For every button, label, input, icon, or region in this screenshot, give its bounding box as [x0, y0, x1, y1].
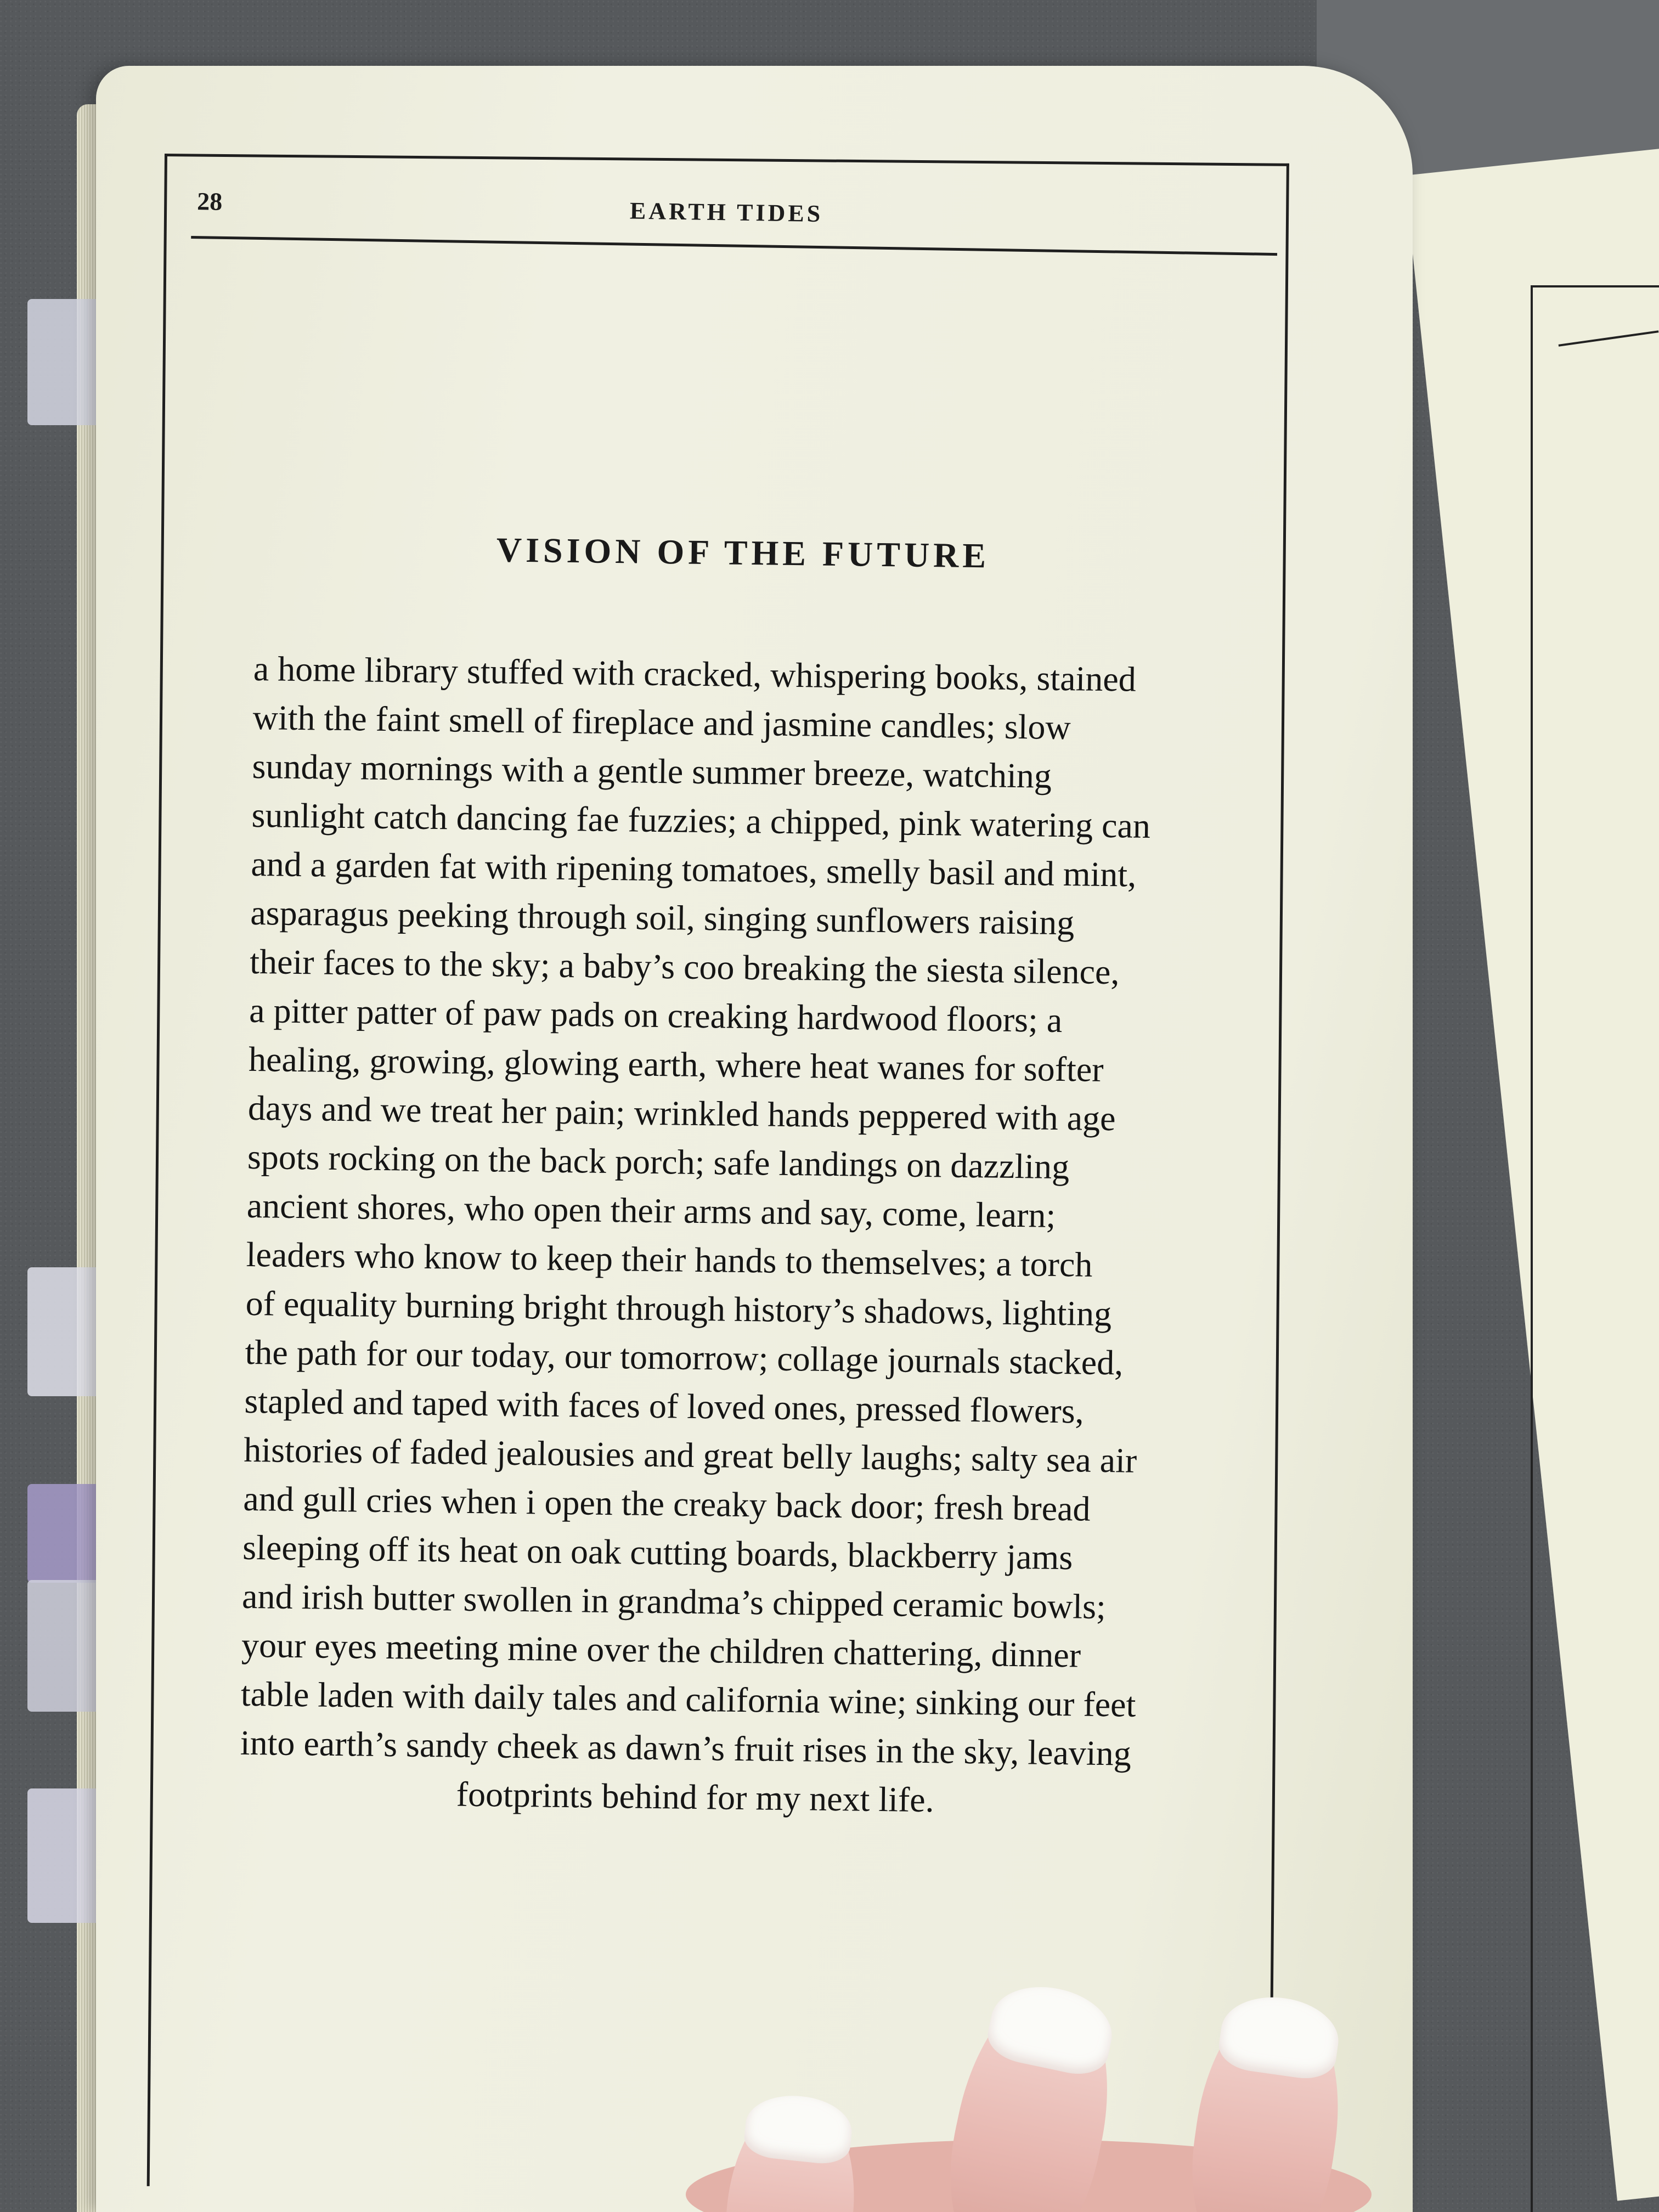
- page-tab-lavender-4[interactable]: [27, 1788, 104, 1923]
- facing-page-frame: [1531, 285, 1659, 2212]
- page-tab-lavender-3[interactable]: [27, 1580, 104, 1712]
- page-tab-lavender-1[interactable]: [27, 299, 104, 425]
- page-tab-purple[interactable]: [27, 1484, 104, 1583]
- page-tab-lavender-2[interactable]: [27, 1267, 104, 1396]
- header-rule: [191, 236, 1277, 256]
- poem: [239, 527, 1232, 1828]
- page-number: 28: [196, 187, 223, 216]
- page-header: [190, 176, 1262, 302]
- poem-last-line: footprints behind for my next life.: [456, 1774, 935, 1820]
- poem-title: VISION OF THE FUTURE: [496, 530, 990, 575]
- poem-body: a home library stuffed with cracked, whispering books, stained with the faint smell of fireplace and jasmine candles; slow sunday mornings with a gentle summer breeze, watching sunlight catch dancing fae fuzzies; a chipped, pink watering can and a garden fat with ripening tomatoes, smelly basil and mint, asparagus peeking through soil, singing sunflowers raising their faces to the sky; a baby’s coo breaking the siesta silence, a pitter patter of paw pads on creaking hardwood floors; a healing, growing, glowing earth, where heat wanes for softer days and we treat her pain; wrinkled hands peppered with age spots rocking on the back porch; safe landings on dazzling ancient shores, who open their arms and say, come, learn; leaders who know to keep their hands to themselves; a torch of equality burning bright through history’s shadows, lighting the path for our today, our tomorrow; collage journals stacked, stapled and taped with faces of loved ones, pressed flowers, histories of faded jealousies and great belly laughs; salty sea air and gull cries when i open the creaky back door; fresh bread sleeping off its heat on oak cutting boards, blackberry jams and irish butter swollen in grandma’s chipped ceramic bowls; your eyes meeting mine over the children chattering, dinner table laden with daily tales and california wine; sinking our feet into earth’s sandy cheek as dawn’s fruit rises in the sky, leaving: [240, 648, 1151, 1773]
- running-title: EARTH TIDES: [629, 197, 823, 228]
